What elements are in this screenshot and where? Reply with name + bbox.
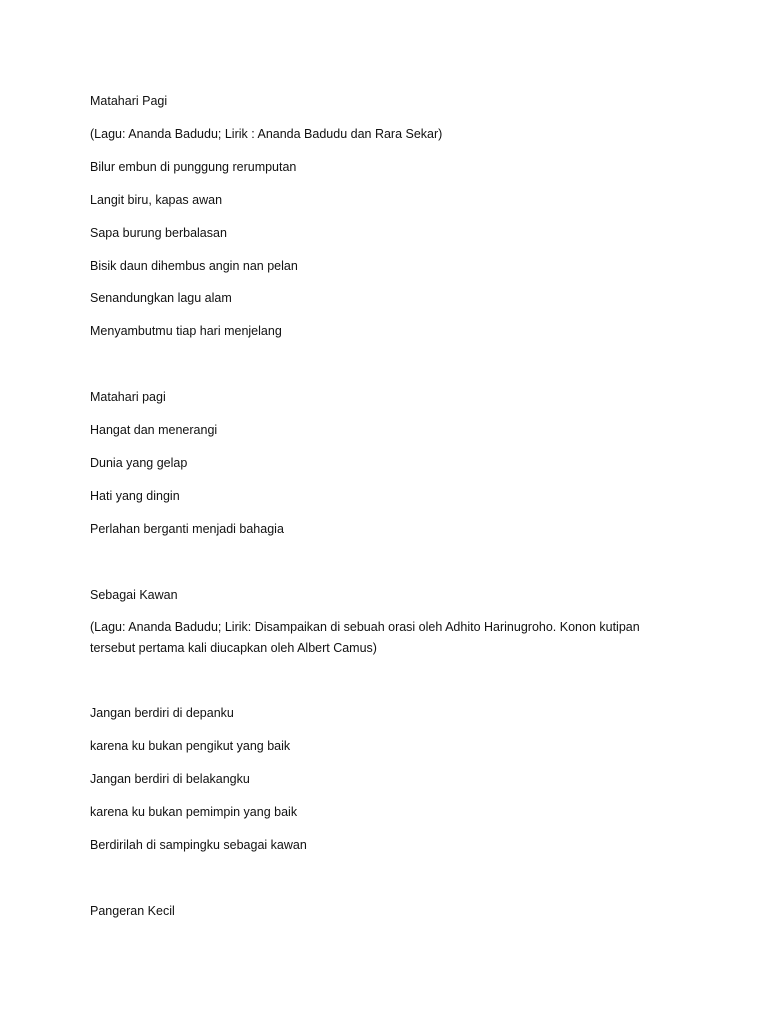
song-title: Pangeran Kecil [90,904,175,918]
lyric-line: Bisik daun dihembus angin nan pelan [90,259,298,273]
song-title: Sebagai Kawan [90,588,178,602]
lyric-line: Menyambutmu tiap hari menjelang [90,324,282,338]
song-title: Matahari Pagi [90,94,168,108]
lyric-line: Hati yang dingin [90,489,180,503]
lyric-line: Matahari pagi [90,390,166,404]
lyric-line: Sapa burung berbalasan [90,226,227,240]
lyric-line: Berdirilah di sampingku sebagai kawan [90,838,307,852]
lyric-line: Hangat dan menerangi [90,423,218,437]
song-credit-line-2: tersebut pertama kali diucapkan oleh Albert Camus) [90,641,377,655]
lyric-line: karena ku bukan pemimpin yang baik [90,805,298,819]
lyric-line: Bilur embun di punggung rerumputan [90,160,297,174]
song-credit-line-1: (Lagu: Ananda Badudu; Lirik: Disampaikan di sebuah orasi oleh Adhito Harinugroho. Konon kutipan [90,620,640,634]
lyric-line: Jangan berdiri di belakangku [90,772,250,786]
lyric-line: Jangan berdiri di depanku [90,706,234,720]
lyric-line: Dunia yang gelap [90,456,188,470]
lyric-line: Senandungkan lagu alam [90,291,232,305]
lyric-line: Langit biru, kapas awan [90,193,223,207]
song-credit: (Lagu: Ananda Badudu; Lirik : Ananda Badudu dan Rara Sekar) [90,127,443,141]
lyric-line: karena ku bukan pengikut yang baik [90,739,291,753]
lyric-line: Perlahan berganti menjadi bahagia [90,522,284,536]
